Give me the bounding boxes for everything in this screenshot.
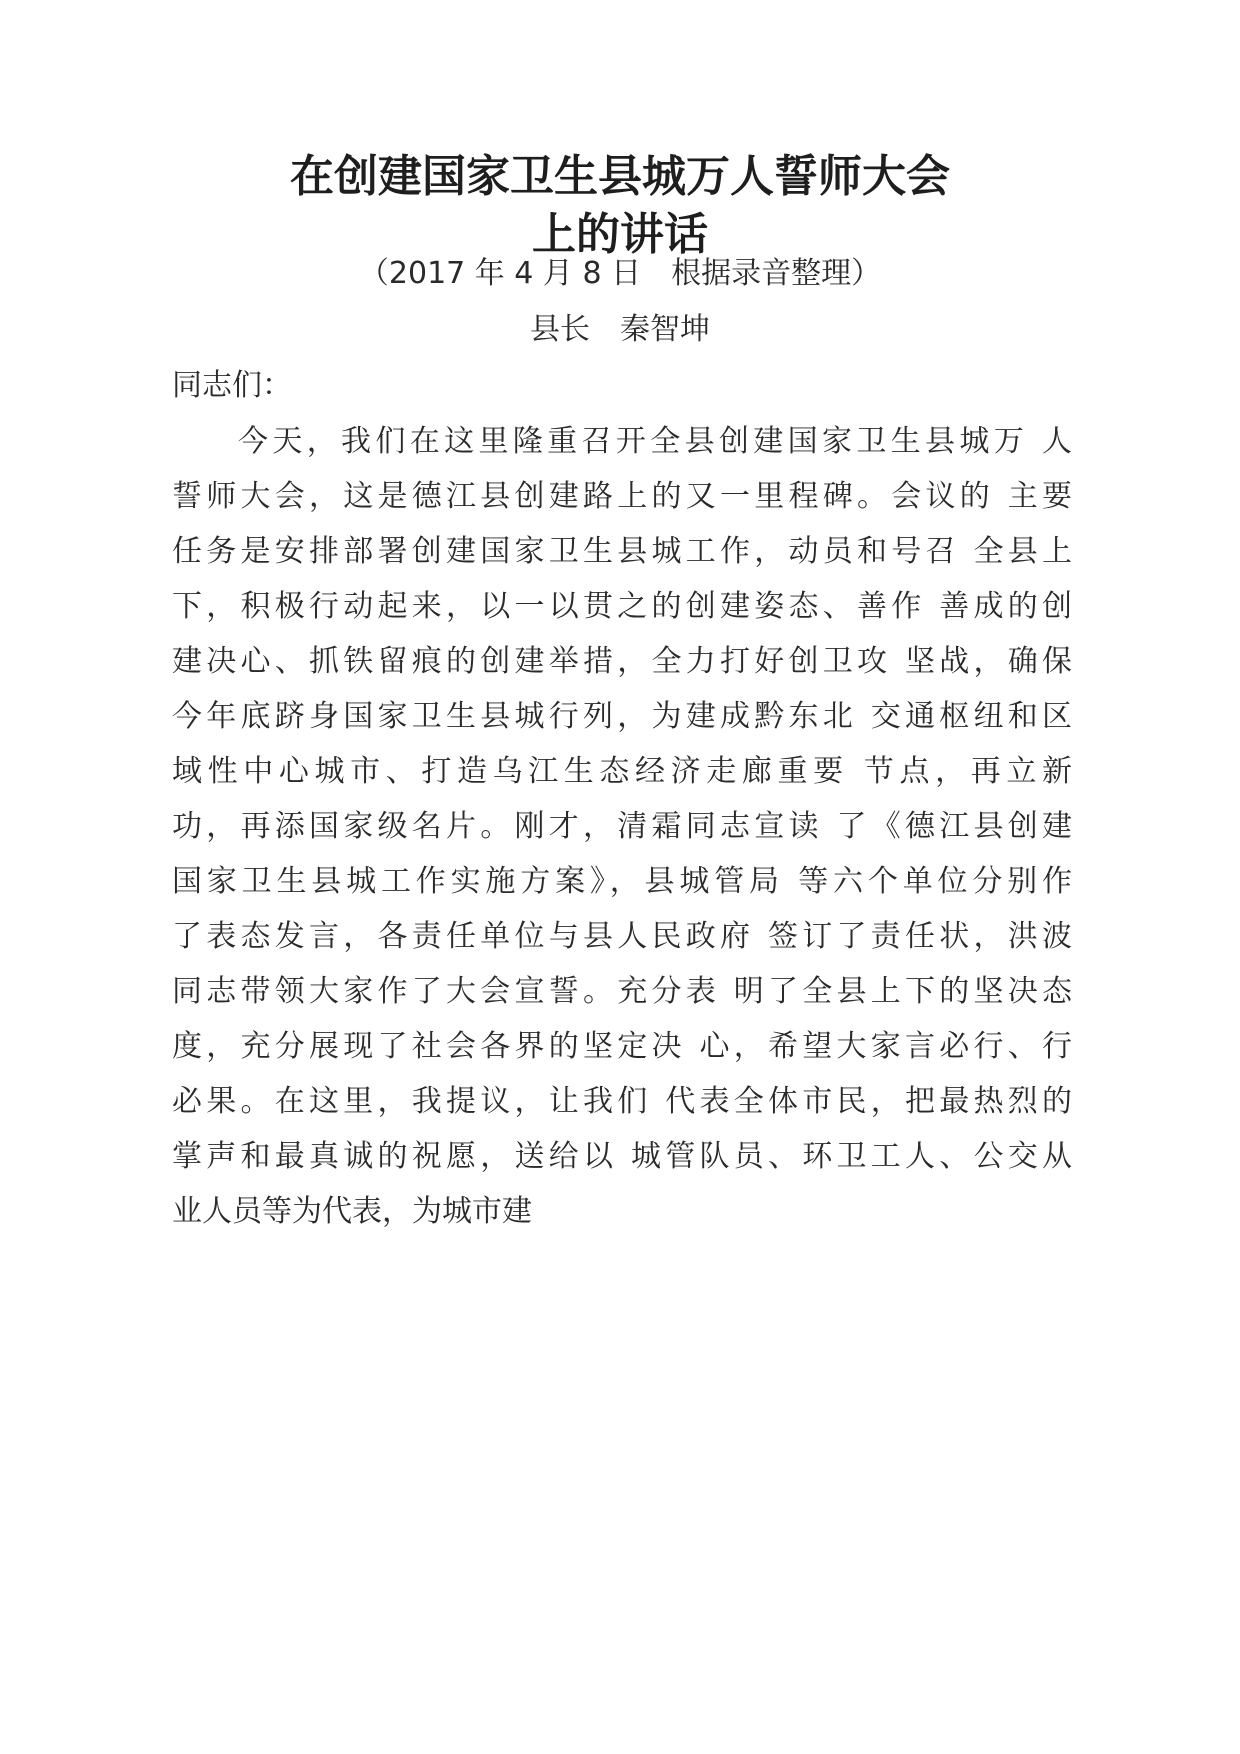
body-line: 必果。在这里，我提议，让我们 代表全体市民，把最热烈的 — [172, 1084, 1072, 1119]
body-line: 下，积极行动起来，以一以贯之的创建姿态、善作 善成的创 — [172, 589, 1072, 624]
body-line: 了表态发言，各责任单位与县人民政府 签订了责任状，洪波 — [172, 919, 1072, 954]
author-line: 县长 秦智坤 — [530, 312, 710, 347]
body-paragraph — [172, 420, 1072, 1245]
body-line: 功，再添国家级名片。刚才，清霜同志宣读 了《德江县创建 — [172, 809, 1072, 844]
body-line: 誓师大会，这是德江县创建路上的又一里程碑。会议的 主要 — [172, 479, 1072, 514]
body-line: 度，充分展现了社会各界的坚定决 心，希望大家言必行、行 — [172, 1029, 1072, 1064]
body-line: 建决心、抓铁留痕的创建举措，全力打好创卫攻 坚战，确保 — [172, 644, 1072, 679]
body-line: 域性中心城市、打造乌江生态经济走廊重要 节点，再立新 — [172, 754, 1072, 789]
body-line: 任务是安排部署创建国家卫生县城工作，动员和号召 全县上 — [172, 534, 1072, 569]
body-line: 今年底跻身国家卫生县城行列，为建成黔东北 交通枢纽和区 — [172, 699, 1072, 734]
body-line: 国家卫生县城工作实施方案》，县城管局 等六个单位分别作 — [172, 864, 1072, 899]
body-line: 业人员等为代表，为城市建 — [172, 1194, 532, 1229]
greeting: 同志们： — [172, 368, 292, 403]
body-line: 今天，我们在这里隆重召开全县创建国家卫生县城万 人 — [238, 424, 1072, 459]
subtitle: （2017 年 4 月 8 日 根据录音整理） — [358, 256, 882, 291]
body-line: 掌声和最真诚的祝愿，送给以 城管队员、环卫工人、公交从 — [172, 1139, 1072, 1174]
title-line-2: 上的讲话 — [532, 209, 708, 260]
body-line: 同志带领大家作了大会宣誓。充分表 明了全县上下的坚决态 — [172, 974, 1072, 1009]
title-line-1: 在创建国家卫生县城万人誓师大会 — [290, 151, 950, 202]
